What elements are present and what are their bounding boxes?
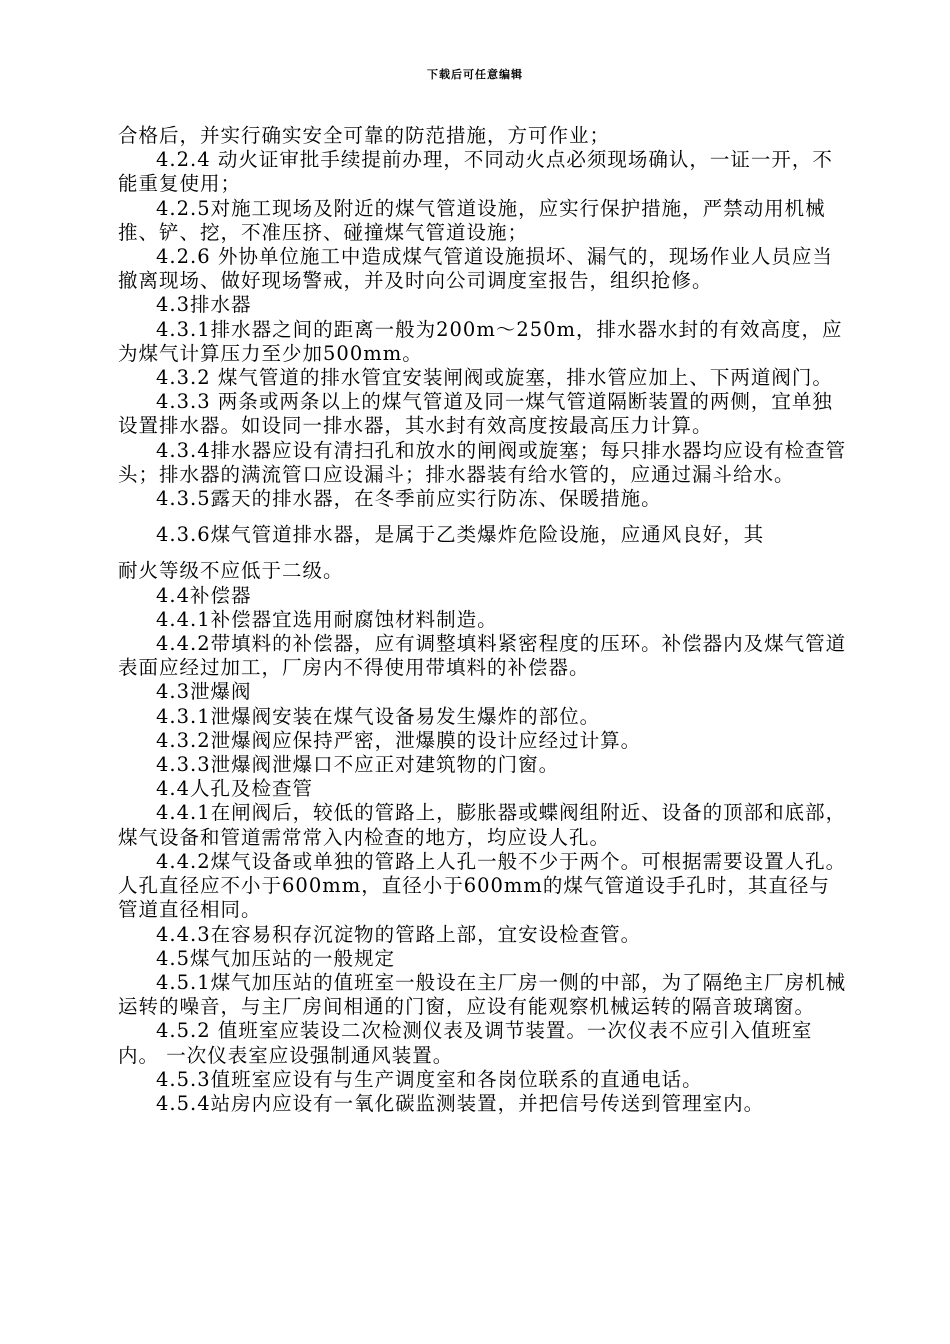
section-heading: 4.4补偿器 [156,583,252,607]
paragraph: 4.2.4 动火证审批手续提前办理，不同动火点必须现场确认，一证一开，不能重复使用； [118,148,833,196]
paragraph: 4.3.5露天的排水器，在冬季前应实行防冻、保暖措施。 [156,487,662,511]
section-heading: 4.3泄爆阀 [156,680,252,704]
paragraph: 4.2.6 外协单位施工中造成煤气管道设施损坏、漏气的，现场作业人员应当撤离现场、做好现场警戒，并及时向公司调度室报告，组织抢修。 [118,245,833,293]
section-heading: 4.5煤气加压站的一般规定 [156,946,396,970]
paragraph: 4.5.2 值班室应装设二次检测仪表及调节装置。一次仪表不应引入值班室内。 一次仪表室应设强制通风装置。 [118,1019,813,1067]
paragraph: 4.4.2带填料的补偿器，应有调整填料紧密程度的压环。补偿器内及煤气管道表面应经过加工，厂房内不得使用带填料的补偿器。 [118,632,847,680]
page-header: 下载后可任意编辑 [427,68,523,81]
paragraph: 4.3.3泄爆阀泄爆口不应正对建筑物的门窗。 [156,753,560,777]
paragraph: 4.3.2 煤气管道的排水管宜安装闸阀或旋塞，排水管应加上、下两道阀门。 [156,366,833,390]
paragraph: 4.2.5对施工现场及附近的煤气管道设施，应实行保护措施，严禁动用机械推、铲、挖，不准压挤、碰撞煤气管道设施； [118,196,826,244]
paragraph: 4.4.1补偿器宜选用耐腐蚀材料制造。 [156,607,498,631]
paragraph: 4.4.2煤气设备或单独的管路上人孔一般不少于两个。可根据需要设置人孔。人孔直径应不小于600mm，直径小于600mm的煤气管道设手孔时，其直径与管道直径相同。 [118,849,847,922]
paragraph: 4.4.1在闸阀后，较低的管路上，膨胀器或蝶阀组附近、设备的顶部和底部，煤气设备和管道需常常入内检查的地方，均应设人孔。 [118,801,847,849]
document-body [118,124,848,1116]
paragraph: 耐火等级不应低于二级。 [118,559,344,583]
paragraph: 4.4.3在容易积存沉淀物的管路上部，宜安设检查管。 [156,922,642,946]
paragraph: 4.5.1煤气加压站的值班室一般设在主厂房一侧的中部，为了隔绝主厂房机械运转的噪音，与主厂房间相通的门窗，应设有能观察机械运转的隔音玻璃窗。 [118,970,847,1019]
paragraph: 4.3.1排水器之间的距离一般为200m～250m，排水器水封的有效高度，应为煤气计算压力至少加500mm。 [118,317,843,365]
section-heading: 4.4人孔及检查管 [156,777,314,801]
paragraph: 4.3.1泄爆阀安装在煤气设备易发生爆炸的部位。 [156,704,601,728]
paragraph: 4.3.3 两条或两条以上的煤气管道及同一煤气管道隔断装置的两侧，宜单独设置排水器。如设同一排水器，其水封有效高度按最高压力计算。 [118,390,833,438]
paragraph: 4.5.4站房内应设有一氧化碳监测装置，并把信号传送到管理室内。 [156,1091,765,1115]
paragraph: 合格后，并实行确实安全可靠的防范措施，方可作业； [118,124,611,147]
section-heading: 4.3排水器 [156,293,252,317]
paragraph: 4.3.2泄爆阀应保持严密，泄爆膜的设计应经过计算。 [156,728,642,752]
paragraph: 4.3.6煤气管道排水器，是属于乙类爆炸危险设施，应通风良好，其 [156,523,765,547]
paragraph: 4.5.3值班室应设有与生产调度室和各岗位联系的直通电话。 [156,1067,703,1091]
paragraph: 4.3.4排水器应设有清扫孔和放水的闸阀或旋塞；每只排水器均应设有检查管头；排水器的满流管口应设漏斗；排水器装有给水管的，应通过漏斗给水。 [118,438,847,486]
